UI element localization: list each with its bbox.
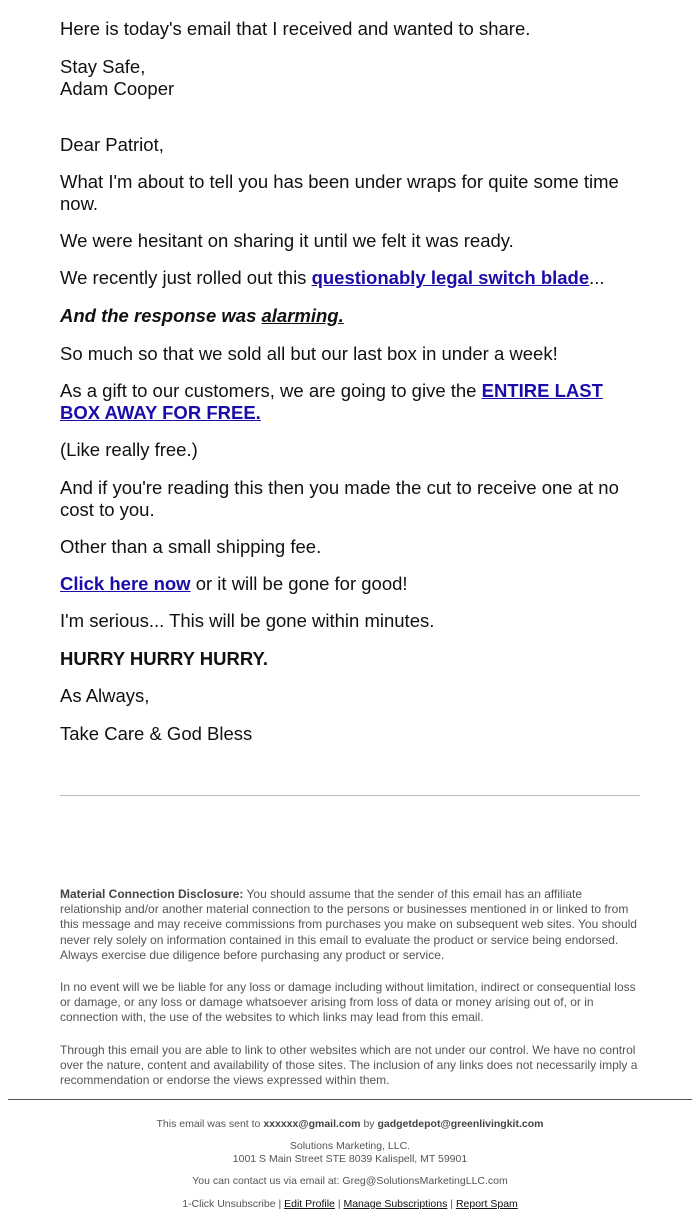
recipient-email: xxxxxx@gmail.com [263, 1118, 361, 1130]
unsubscribe-text: 1-Click Unsubscribe [182, 1198, 276, 1210]
paragraph-shipping-fee: Other than a small shipping fee. [60, 536, 322, 557]
intro-line: Here is today's email that I received and wanted to share. [60, 18, 531, 39]
paragraph-serious: I'm serious... This will be gone within minutes. [60, 610, 435, 631]
intro-signoff [60, 56, 640, 100]
footer-separator: | [447, 1198, 456, 1210]
manage-subscriptions-link[interactable]: Manage Subscriptions [343, 1198, 448, 1210]
click-here-text: or it will be gone for good! [190, 573, 408, 594]
footer-divider [8, 1099, 692, 1100]
disclosure-liability: In no event will we be liable for any loss or damage including without limitation, indirect or consequential loss or damage, or any loss or damage whatsoever arising from loss of data or money arising out of, or in connection with, the use of the websites to which links may lead from this email. [60, 980, 636, 1025]
report-spam-link[interactable]: Report Spam [455, 1198, 518, 1210]
signoff-closing: Stay Safe, [60, 56, 146, 77]
rolled-out-text: We recently just rolled out this [60, 267, 312, 288]
disclosure-text: You should assume that the sender of this email has an affiliate relationship and/or another material connection to the persons or businesses mentioned in or linked to from this message and may receive commissions from purchases you make on subsequent web sites. You should never rely solely on information contained in this email to evaluate the product or service being endorsed. Always exercise due diligence before purchasing any product or service. [60, 887, 637, 962]
disclosure-external-links: Through this email you are able to link to other websites which are not under our control. We have no control over the nature, content and availability of those sites. The inclusion of any links does not necessarily imply a recommendation or endorse the views expressed within them. [60, 1043, 638, 1088]
paragraph-as-always: As Always, [60, 685, 150, 706]
edit-profile-link[interactable]: Edit Profile [284, 1198, 335, 1210]
paragraph-made-the-cut: And if you're reading this then you made the cut to receive one at no cost to you. [60, 477, 619, 520]
disclosure-heading: Material Connection Disclosure: [60, 887, 244, 901]
disclosure-material-connection [60, 887, 640, 963]
paragraph-rolled-out [60, 267, 640, 289]
paragraph-response [60, 305, 640, 327]
content-divider [60, 795, 640, 796]
paragraph-really-free: (Like really free.) [60, 439, 198, 460]
greeting: Dear Patriot, [60, 134, 164, 155]
paragraph-click-here [60, 573, 640, 595]
click-here-now-link[interactable]: Click here now [60, 573, 191, 594]
signoff-name: Adam Cooper [60, 78, 175, 99]
response-text: And the response was [60, 305, 262, 326]
footer-separator: | [334, 1198, 344, 1210]
paragraph-gift [60, 380, 640, 424]
sent-to-text: This email was sent to [156, 1118, 264, 1130]
rolled-out-ellipsis: ... [589, 267, 605, 288]
paragraph-sold-out: So much so that we sold all but our last box in under a week! [60, 343, 558, 364]
footer-company: Solutions Marketing, LLC. [289, 1140, 411, 1152]
footer-contact: You can contact us via email at: Greg@SolutionsMarketingLLC.com [192, 1175, 508, 1187]
paragraph-under-wraps: What I'm about to tell you has been under wraps for quite some time now. [60, 171, 619, 214]
gift-text: As a gift to our customers, we are going to give the [60, 380, 482, 401]
footer-links [0, 1198, 700, 1211]
footer-address: 1001 S Main Street STE 8039 Kalispell, MT 59901 [232, 1153, 468, 1165]
sent-by-text: by [360, 1118, 378, 1130]
sender-email: gadgetdepot@greenlivingkit.com [377, 1118, 544, 1130]
switch-blade-link[interactable]: questionably legal switch blade [311, 267, 590, 288]
alarming-emphasis: alarming. [261, 305, 344, 326]
paragraph-god-bless: Take Care & God Bless [60, 723, 253, 744]
paragraph-hesitant: We were hesitant on sharing it until we felt it was ready. [60, 230, 514, 251]
free-box-link[interactable]: ENTIRE LAST BOX AWAY FOR FREE. [60, 380, 603, 423]
paragraph-hurry: HURRY HURRY HURRY. [60, 648, 268, 669]
footer-sent-to [0, 1118, 700, 1131]
footer-separator: | [275, 1198, 285, 1210]
